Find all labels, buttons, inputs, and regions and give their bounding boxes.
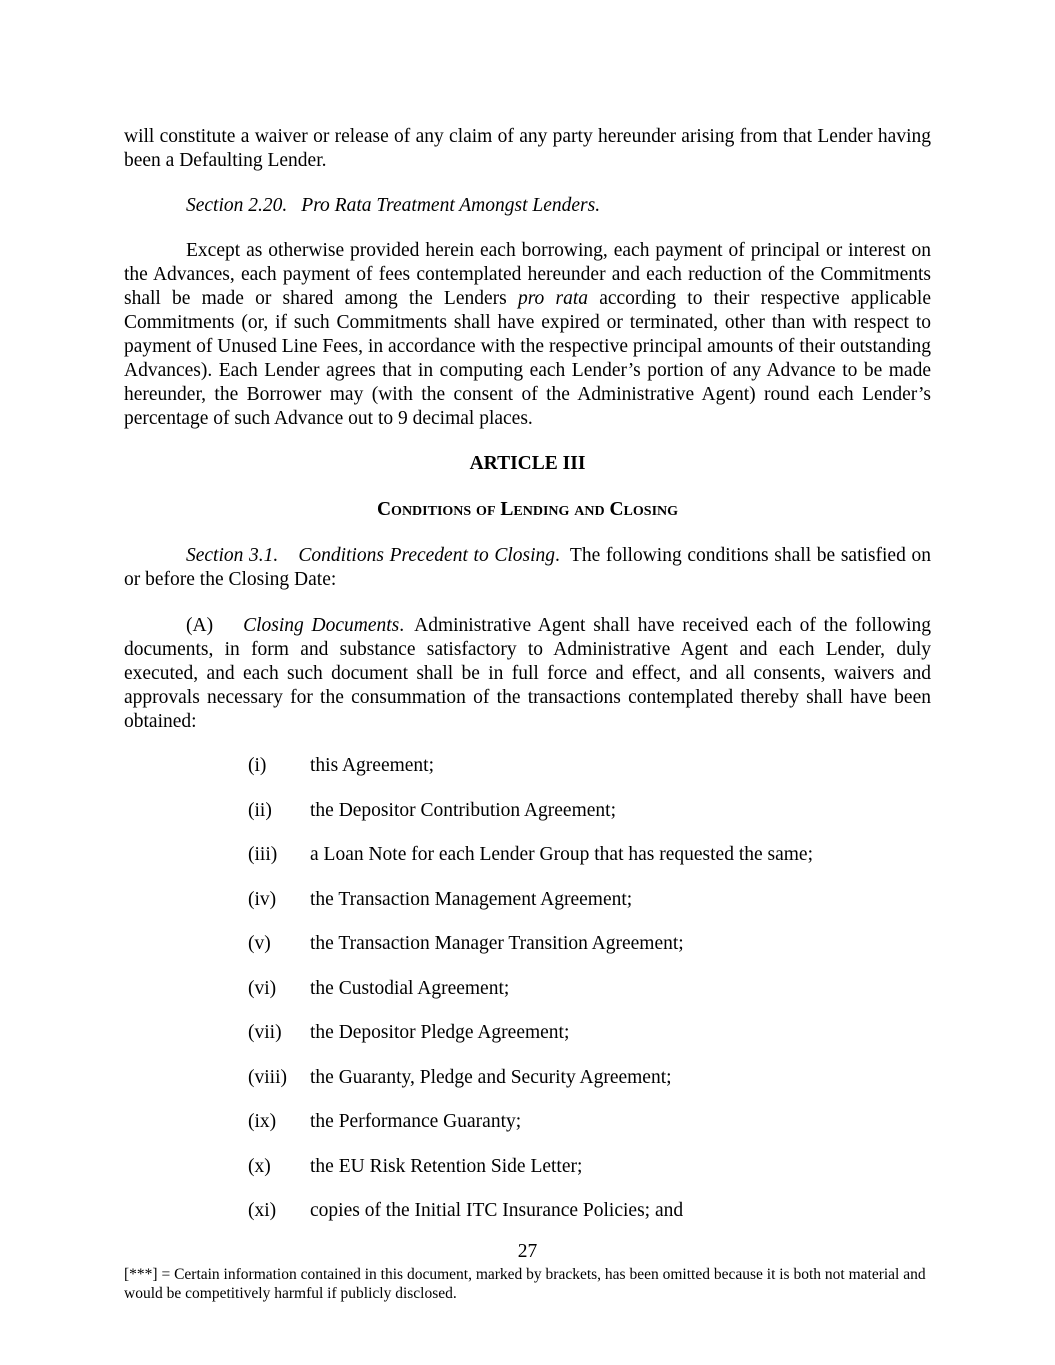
continuation-paragraph: will constitute a waiver or release of any claim of any party hereunder arising from that Lender having been a Defaulting Lender. xyxy=(124,126,931,171)
section-3-1-body: The following conditions shall be satisfied on or before the Closing Date: xyxy=(124,545,931,590)
list-item xyxy=(124,1199,931,1223)
list-item-number: (iv) xyxy=(248,888,277,910)
clause-a-paragraph xyxy=(124,614,931,734)
document-page xyxy=(124,125,931,1244)
section-2-20-title: Pro Rata Treatment Amongst Lenders. xyxy=(301,195,601,216)
list-item-number: (x) xyxy=(248,1155,271,1177)
section-3-1-title-punct: . xyxy=(555,545,560,566)
list-item-number: (viii) xyxy=(248,1066,287,1088)
list-item xyxy=(124,888,931,912)
section-2-20-body xyxy=(124,239,931,431)
article-subtitle: Conditions of Lending and Closing xyxy=(376,499,679,520)
section-2-20-number: Section 2.20. xyxy=(186,195,288,216)
list-item-text: the Performance Guaranty; xyxy=(310,1111,522,1132)
list-item-text: a Loan Note for each Lender Group that has requested the same; xyxy=(310,844,814,865)
list-item-number: (vii) xyxy=(248,1022,282,1043)
section-2-20-body-part2: according to their respective applicable Commitments (or, if such Commitments shall have expired or terminated, other than with respect to payment of Unused Line Fees, in accordance with the respective principal amounts of their outstanding Advances). Each Lender agrees that in computing each Lender’s portion of any Advance to be made hereunder, the Borrower may (with the consent of the Administrative Agent) round each Lender’s percentage of such Advance out to 9 decimal places. xyxy=(124,288,931,429)
list-item-number: (ii) xyxy=(248,799,272,821)
section-3-1-paragraph xyxy=(124,544,931,592)
list-item-text: the Transaction Management Agreement; xyxy=(310,888,633,910)
list-item-text: copies of the Initial ITC Insurance Policies; and xyxy=(310,1200,684,1221)
list-item xyxy=(124,843,931,867)
list-item-number: (v) xyxy=(248,933,271,954)
list-item-text: the Guaranty, Pledge and Security Agreement; xyxy=(310,1066,672,1088)
list-item xyxy=(124,799,931,823)
clause-a-label: (A) xyxy=(186,615,214,636)
list-item xyxy=(124,1066,931,1090)
list-item xyxy=(124,932,931,956)
list-item-text: the EU Risk Retention Side Letter; xyxy=(310,1155,583,1177)
documents-list xyxy=(124,754,931,1223)
list-item-text: the Depositor Contribution Agreement; xyxy=(310,799,616,821)
section-3-1-title: Conditions Precedent to Closing xyxy=(298,545,556,566)
list-item-number: (vi) xyxy=(248,977,277,999)
list-item-text: the Custodial Agreement; xyxy=(310,977,510,999)
list-item-text: the Depositor Pledge Agreement; xyxy=(310,1022,570,1043)
section-2-20-body-part1: Except as otherwise provided herein each borrowing, each payment of principal or interest on the Advances, each payment of fees contemplated hereunder and each reduction of the Commitments shall be made or shared among the Lenders xyxy=(124,240,931,309)
clause-a-title: Closing Documents xyxy=(243,615,400,636)
section-2-20-heading xyxy=(124,194,931,218)
list-item xyxy=(124,977,931,1001)
list-item-text: the Transaction Manager Transition Agreement; xyxy=(310,933,684,954)
list-item xyxy=(124,1021,931,1045)
section-3-1-number: Section 3.1. xyxy=(186,545,279,566)
list-item xyxy=(124,1155,931,1179)
page-number: 27 xyxy=(517,1241,538,1262)
section-2-20-body-italic: pro rata xyxy=(517,288,589,309)
list-item-number: (ix) xyxy=(248,1111,277,1132)
list-item-text: this Agreement; xyxy=(310,755,435,776)
list-item xyxy=(124,754,931,778)
clause-a-body: Administrative Agent shall have received each of the following documents, in form and substance satisfactory to Administrative Agent and each Lender, duly executed, and each such document shall be in full force and effect, and all consents, waivers and approvals necessary for the consummation of the transactions contemplated thereby shall have been obtained: xyxy=(124,615,931,732)
list-item-number: (iii) xyxy=(248,844,278,865)
clause-a-title-punct: . xyxy=(399,615,405,636)
list-item-number: (i) xyxy=(248,755,267,776)
list-item-number: (xi) xyxy=(248,1200,277,1221)
article-title: ARTICLE III xyxy=(469,453,586,474)
list-item xyxy=(124,1110,931,1134)
footer-disclaimer: [***] = Certain information contained in this document, marked by brackets, has been omitted because it is both not material and would be competitively harmful if publicly disclosed. xyxy=(124,1266,926,1302)
